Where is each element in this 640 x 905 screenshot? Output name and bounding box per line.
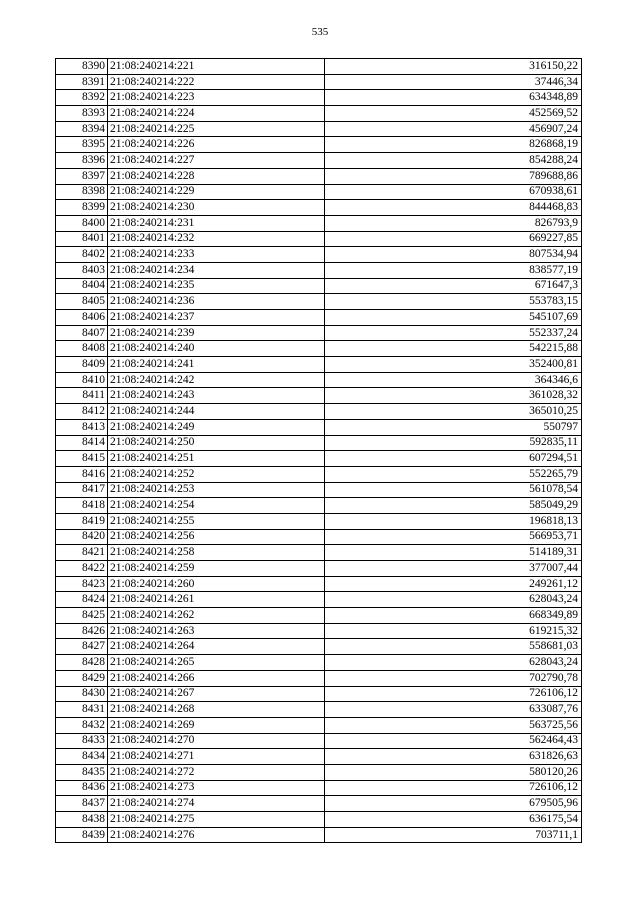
- row-number-cell: 8399: [56, 200, 108, 216]
- cadastral-number-cell: 21:08:240214:226: [108, 137, 325, 153]
- table-row: [56, 513, 582, 529]
- value-cell: 364346,6: [325, 372, 582, 388]
- value-cell: 789688,86: [325, 168, 582, 184]
- row-number-cell: 8394: [56, 121, 108, 137]
- table-row: [56, 498, 582, 514]
- cadastral-number-cell: 21:08:240214:225: [108, 121, 325, 137]
- table-row: [56, 592, 582, 608]
- row-number-cell: 8430: [56, 686, 108, 702]
- value-cell: 844468,83: [325, 200, 582, 216]
- value-cell: 726106,12: [325, 686, 582, 702]
- value-cell: 854288,24: [325, 153, 582, 169]
- value-cell: 633087,76: [325, 702, 582, 718]
- row-number-cell: 8409: [56, 357, 108, 373]
- row-number-cell: 8431: [56, 702, 108, 718]
- table-row: [56, 623, 582, 639]
- row-number-cell: 8420: [56, 529, 108, 545]
- cadastral-number-cell: 21:08:240214:235: [108, 278, 325, 294]
- value-cell: 628043,24: [325, 592, 582, 608]
- table-row: [56, 200, 582, 216]
- row-number-cell: 8406: [56, 310, 108, 326]
- table-row: [56, 466, 582, 482]
- table-row: [56, 74, 582, 90]
- value-cell: 552337,24: [325, 325, 582, 341]
- cadastral-number-cell: 21:08:240214:270: [108, 733, 325, 749]
- table-row: [56, 153, 582, 169]
- table-row: [56, 59, 582, 75]
- table-row: [56, 529, 582, 545]
- row-number-cell: 8395: [56, 137, 108, 153]
- row-number-cell: 8415: [56, 451, 108, 467]
- value-cell: 669227,85: [325, 231, 582, 247]
- cadastral-number-cell: 21:08:240214:222: [108, 74, 325, 90]
- table-row: [56, 106, 582, 122]
- cadastral-number-cell: 21:08:240214:230: [108, 200, 325, 216]
- cadastral-number-cell: 21:08:240214:244: [108, 404, 325, 420]
- table-row: [56, 121, 582, 137]
- value-cell: 807534,94: [325, 247, 582, 263]
- table-row: [56, 576, 582, 592]
- table-row: [56, 231, 582, 247]
- row-number-cell: 8421: [56, 545, 108, 561]
- table-row: [56, 545, 582, 561]
- value-cell: 196818,13: [325, 513, 582, 529]
- value-cell: 542215,88: [325, 341, 582, 357]
- row-number-cell: 8439: [56, 827, 108, 843]
- row-number-cell: 8427: [56, 639, 108, 655]
- value-cell: 249261,12: [325, 576, 582, 592]
- value-cell: 377007,44: [325, 561, 582, 577]
- table-row: [56, 827, 582, 843]
- row-number-cell: 8426: [56, 623, 108, 639]
- row-number-cell: 8412: [56, 404, 108, 420]
- value-cell: 826868,19: [325, 137, 582, 153]
- row-number-cell: 8424: [56, 592, 108, 608]
- value-cell: 702790,78: [325, 670, 582, 686]
- value-cell: 585049,29: [325, 498, 582, 514]
- value-cell: 352400,81: [325, 357, 582, 373]
- value-cell: 670938,61: [325, 184, 582, 200]
- value-cell: 838577,19: [325, 262, 582, 278]
- cadastral-number-cell: 21:08:240214:227: [108, 153, 325, 169]
- cadastral-number-cell: 21:08:240214:269: [108, 717, 325, 733]
- cadastral-number-cell: 21:08:240214:237: [108, 310, 325, 326]
- cadastral-number-cell: 21:08:240214:236: [108, 294, 325, 310]
- cadastral-number-cell: 21:08:240214:263: [108, 623, 325, 639]
- cadastral-number-cell: 21:08:240214:240: [108, 341, 325, 357]
- cadastral-number-cell: 21:08:240214:268: [108, 702, 325, 718]
- value-cell: 514189,31: [325, 545, 582, 561]
- table-row: [56, 372, 582, 388]
- row-number-cell: 8425: [56, 608, 108, 624]
- value-cell: 316150,22: [325, 59, 582, 75]
- table-body: [56, 59, 582, 843]
- row-number-cell: 8391: [56, 74, 108, 90]
- cadastral-number-cell: 21:08:240214:275: [108, 812, 325, 828]
- row-number-cell: 8428: [56, 655, 108, 671]
- row-number-cell: 8400: [56, 215, 108, 231]
- row-number-cell: 8398: [56, 184, 108, 200]
- row-number-cell: 8402: [56, 247, 108, 263]
- cadastral-number-cell: 21:08:240214:276: [108, 827, 325, 843]
- value-cell: 607294,51: [325, 451, 582, 467]
- table-row: [56, 90, 582, 106]
- cadastral-number-cell: 21:08:240214:249: [108, 419, 325, 435]
- row-number-cell: 8411: [56, 388, 108, 404]
- row-number-cell: 8418: [56, 498, 108, 514]
- row-number-cell: 8403: [56, 262, 108, 278]
- row-number-cell: 8429: [56, 670, 108, 686]
- cadastral-number-cell: 21:08:240214:233: [108, 247, 325, 263]
- table-row: [56, 137, 582, 153]
- table-row: [56, 247, 582, 263]
- value-cell: 558681,03: [325, 639, 582, 655]
- table-row: [56, 168, 582, 184]
- row-number-cell: 8437: [56, 796, 108, 812]
- table-row: [56, 702, 582, 718]
- cadastral-number-cell: 21:08:240214:272: [108, 764, 325, 780]
- table-row: [56, 278, 582, 294]
- cadastral-number-cell: 21:08:240214:260: [108, 576, 325, 592]
- table-row: [56, 686, 582, 702]
- value-cell: 636175,54: [325, 812, 582, 828]
- cadastral-number-cell: 21:08:240214:224: [108, 106, 325, 122]
- cadastral-number-cell: 21:08:240214:251: [108, 451, 325, 467]
- cadastral-number-cell: 21:08:240214:259: [108, 561, 325, 577]
- value-cell: 703711,1: [325, 827, 582, 843]
- cadastral-number-cell: 21:08:240214:223: [108, 90, 325, 106]
- table-row: [56, 561, 582, 577]
- value-cell: 634348,89: [325, 90, 582, 106]
- value-cell: 580120,26: [325, 764, 582, 780]
- row-number-cell: 8434: [56, 749, 108, 765]
- table-row: [56, 451, 582, 467]
- row-number-cell: 8393: [56, 106, 108, 122]
- row-number-cell: 8408: [56, 341, 108, 357]
- value-cell: 361028,32: [325, 388, 582, 404]
- table-row: [56, 655, 582, 671]
- value-cell: 668349,89: [325, 608, 582, 624]
- row-number-cell: 8417: [56, 482, 108, 498]
- row-number-cell: 8414: [56, 435, 108, 451]
- row-number-cell: 8397: [56, 168, 108, 184]
- row-number-cell: 8422: [56, 561, 108, 577]
- cadastral-number-cell: 21:08:240214:252: [108, 466, 325, 482]
- value-cell: 562464,43: [325, 733, 582, 749]
- cadastral-number-cell: 21:08:240214:271: [108, 749, 325, 765]
- row-number-cell: 8423: [56, 576, 108, 592]
- cadastral-number-cell: 21:08:240214:239: [108, 325, 325, 341]
- table-row: [56, 812, 582, 828]
- table-row: [56, 325, 582, 341]
- row-number-cell: 8407: [56, 325, 108, 341]
- cadastral-number-cell: 21:08:240214:258: [108, 545, 325, 561]
- value-cell: 566953,71: [325, 529, 582, 545]
- row-number-cell: 8438: [56, 812, 108, 828]
- row-number-cell: 8392: [56, 90, 108, 106]
- table-row: [56, 294, 582, 310]
- table-row: [56, 419, 582, 435]
- cadastral-number-cell: 21:08:240214:250: [108, 435, 325, 451]
- table-row: [56, 357, 582, 373]
- page-number: 535: [311, 26, 329, 38]
- row-number-cell: 8413: [56, 419, 108, 435]
- value-cell: 561078,54: [325, 482, 582, 498]
- row-number-cell: 8436: [56, 780, 108, 796]
- value-cell: 552265,79: [325, 466, 582, 482]
- value-cell: 456907,24: [325, 121, 582, 137]
- row-number-cell: 8419: [56, 513, 108, 529]
- value-cell: 553783,15: [325, 294, 582, 310]
- cadastral-number-cell: 21:08:240214:273: [108, 780, 325, 796]
- cadastral-number-cell: 21:08:240214:241: [108, 357, 325, 373]
- cadastral-number-cell: 21:08:240214:265: [108, 655, 325, 671]
- value-cell: 365010,25: [325, 404, 582, 420]
- cadastral-number-cell: 21:08:240214:262: [108, 608, 325, 624]
- value-cell: 545107,69: [325, 310, 582, 326]
- table-row: [56, 717, 582, 733]
- cadastral-number-cell: 21:08:240214:229: [108, 184, 325, 200]
- value-cell: 550797: [325, 419, 582, 435]
- table-row: [56, 639, 582, 655]
- value-cell: 671647,3: [325, 278, 582, 294]
- row-number-cell: 8435: [56, 764, 108, 780]
- value-cell: 37446,34: [325, 74, 582, 90]
- table-row: [56, 482, 582, 498]
- value-cell: 619215,32: [325, 623, 582, 639]
- table-row: [56, 215, 582, 231]
- value-cell: 679505,96: [325, 796, 582, 812]
- cadastral-number-cell: 21:08:240214:255: [108, 513, 325, 529]
- cadastral-number-cell: 21:08:240214:254: [108, 498, 325, 514]
- table-row: [56, 749, 582, 765]
- value-cell: 628043,24: [325, 655, 582, 671]
- cadastral-number-cell: 21:08:240214:253: [108, 482, 325, 498]
- cadastral-number-cell: 21:08:240214:234: [108, 262, 325, 278]
- value-cell: 592835,11: [325, 435, 582, 451]
- value-cell: 726106,12: [325, 780, 582, 796]
- table-row: [56, 388, 582, 404]
- table-row: [56, 670, 582, 686]
- table-row: [56, 435, 582, 451]
- table-row: [56, 796, 582, 812]
- row-number-cell: 8396: [56, 153, 108, 169]
- table-row: [56, 184, 582, 200]
- cadastral-number-cell: 21:08:240214:267: [108, 686, 325, 702]
- table-row: [56, 404, 582, 420]
- cadastral-number-cell: 21:08:240214:256: [108, 529, 325, 545]
- cadastral-number-cell: 21:08:240214:274: [108, 796, 325, 812]
- cadastral-number-cell: 21:08:240214:261: [108, 592, 325, 608]
- cadastral-number-cell: 21:08:240214:232: [108, 231, 325, 247]
- cadastral-table: [55, 58, 582, 843]
- table-row: [56, 262, 582, 278]
- row-number-cell: 8405: [56, 294, 108, 310]
- table-row: [56, 780, 582, 796]
- table-row: [56, 764, 582, 780]
- value-cell: 826793,9: [325, 215, 582, 231]
- cadastral-number-cell: 21:08:240214:266: [108, 670, 325, 686]
- cadastral-number-cell: 21:08:240214:242: [108, 372, 325, 388]
- cadastral-number-cell: 21:08:240214:221: [108, 59, 325, 75]
- value-cell: 631826,63: [325, 749, 582, 765]
- cadastral-number-cell: 21:08:240214:264: [108, 639, 325, 655]
- row-number-cell: 8390: [56, 59, 108, 75]
- table-row: [56, 608, 582, 624]
- table-row: [56, 733, 582, 749]
- row-number-cell: 8410: [56, 372, 108, 388]
- row-number-cell: 8416: [56, 466, 108, 482]
- row-number-cell: 8433: [56, 733, 108, 749]
- value-cell: 452569,52: [325, 106, 582, 122]
- row-number-cell: 8401: [56, 231, 108, 247]
- value-cell: 563725,56: [325, 717, 582, 733]
- cadastral-number-cell: 21:08:240214:243: [108, 388, 325, 404]
- row-number-cell: 8432: [56, 717, 108, 733]
- row-number-cell: 8404: [56, 278, 108, 294]
- cadastral-number-cell: 21:08:240214:228: [108, 168, 325, 184]
- cadastral-number-cell: 21:08:240214:231: [108, 215, 325, 231]
- table-row: [56, 341, 582, 357]
- table-row: [56, 310, 582, 326]
